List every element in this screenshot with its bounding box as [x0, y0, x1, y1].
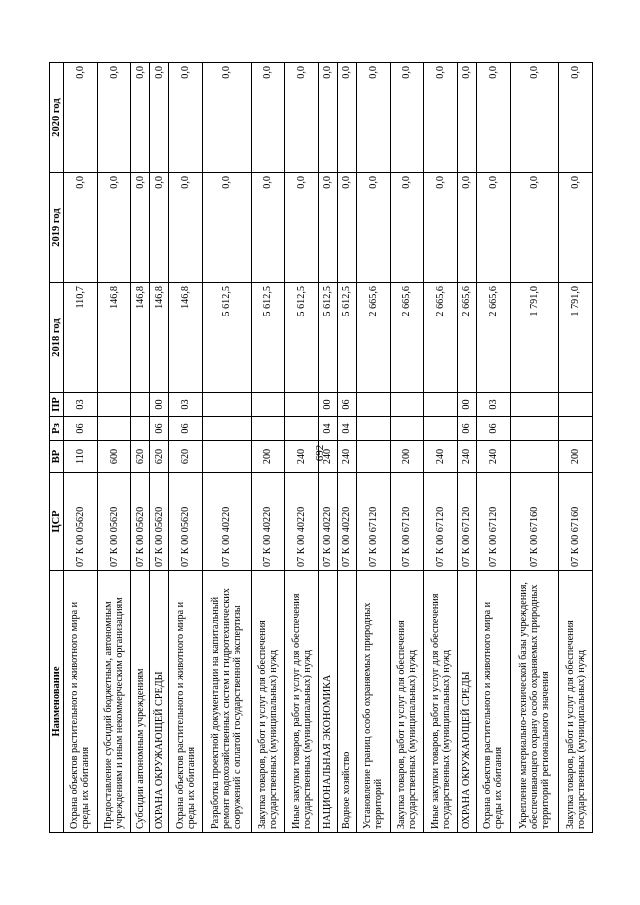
pr-cell [97, 393, 131, 417]
table-row [285, 63, 319, 833]
year-2020-cell: 0,0 [251, 63, 285, 173]
table-row [559, 63, 593, 833]
pr-cell [390, 393, 424, 417]
pr-cell: 00 [150, 393, 169, 417]
page-number: 692 [314, 444, 326, 462]
vr-cell: 240 [476, 441, 510, 473]
pr-cell: 00 [319, 393, 338, 417]
csr-cell: 07 К 00 67120 [356, 473, 390, 571]
pr-cell [251, 393, 285, 417]
year-2018-cell: 146,8 [150, 283, 169, 393]
table-row [251, 63, 285, 833]
pr-cell [559, 393, 593, 417]
table-row [390, 63, 424, 833]
column-header: ВР [50, 441, 64, 473]
name-cell: Водное хозяйство [337, 571, 356, 833]
rz-cell [356, 417, 390, 441]
rz-cell: 06 [169, 417, 203, 441]
year-2018-cell: 2 665,6 [424, 283, 458, 393]
year-2019-cell: 0,0 [424, 173, 458, 283]
rz-cell: 06 [150, 417, 169, 441]
column-header: 2018 год [50, 283, 64, 393]
year-2018-cell: 5 612,5 [285, 283, 319, 393]
rz-cell [510, 417, 559, 441]
table-row [319, 63, 338, 833]
rz-cell: 04 [337, 417, 356, 441]
table-row [131, 63, 150, 833]
year-2019-cell: 0,0 [169, 173, 203, 283]
name-cell: Охрана объектов растительного и животного мира и среды их обитания [64, 571, 98, 833]
vr-cell [202, 441, 251, 473]
column-header: Наименование [50, 571, 64, 833]
year-2018-cell: 5 612,5 [319, 283, 338, 393]
column-header: ПР [50, 393, 64, 417]
pr-cell [510, 393, 559, 417]
table-header-row [50, 63, 64, 833]
rz-cell [285, 417, 319, 441]
name-cell: Иные закупки товаров, работ и услуг для обеспечения государственных (муниципальных) нужд [285, 571, 319, 833]
table-row [64, 63, 98, 833]
year-2020-cell: 0,0 [356, 63, 390, 173]
column-header: Рз [50, 417, 64, 441]
vr-cell: 200 [251, 441, 285, 473]
year-2020-cell: 0,0 [319, 63, 338, 173]
vr-cell: 240 [458, 441, 477, 473]
name-cell: НАЦИОНАЛЬНАЯ ЭКОНОМИКА [319, 571, 338, 833]
name-cell: Установление границ особо охраняемых природных территорий [356, 571, 390, 833]
pr-cell: 06 [337, 393, 356, 417]
year-2020-cell: 0,0 [64, 63, 98, 173]
year-2018-cell: 2 665,6 [390, 283, 424, 393]
name-cell: Укрепление материально-технической базы учреждения, обеспечивающего охрану особо охраняемых природных территорий регионального значения [510, 571, 559, 833]
name-cell: Охрана объектов растительного и животного мира и среды их обитания [169, 571, 203, 833]
year-2019-cell: 0,0 [150, 173, 169, 283]
csr-cell: 07 К 00 40220 [319, 473, 338, 571]
csr-cell: 07 К 00 05620 [64, 473, 98, 571]
pr-cell [285, 393, 319, 417]
table-row [97, 63, 131, 833]
year-2020-cell: 0,0 [285, 63, 319, 173]
table-row [458, 63, 477, 833]
name-cell: ОХРАНА ОКРУЖАЮЩЕЙ СРЕДЫ [150, 571, 169, 833]
name-cell: Иные закупки товаров, работ и услуг для обеспечения государственных (муниципальных) нужд [424, 571, 458, 833]
csr-cell: 07 К 00 67160 [510, 473, 559, 571]
year-2019-cell: 0,0 [285, 173, 319, 283]
vr-cell: 240 [337, 441, 356, 473]
year-2020-cell: 0,0 [169, 63, 203, 173]
name-cell: Субсидии автономным учреждениям [131, 571, 150, 833]
rz-cell: 06 [64, 417, 98, 441]
year-2018-cell: 5 612,5 [202, 283, 251, 393]
pr-cell: 00 [458, 393, 477, 417]
pr-cell: 03 [169, 393, 203, 417]
name-cell: Закупка товаров, работ и услуг для обеспечения государственных (муниципальных) нужд [559, 571, 593, 833]
csr-cell: 07 К 00 67120 [424, 473, 458, 571]
year-2019-cell: 0,0 [510, 173, 559, 283]
table-row [356, 63, 390, 833]
year-2020-cell: 0,0 [337, 63, 356, 173]
vr-cell [356, 441, 390, 473]
pr-cell [356, 393, 390, 417]
year-2020-cell: 0,0 [150, 63, 169, 173]
rz-cell [559, 417, 593, 441]
column-header: 2019 год [50, 173, 64, 283]
vr-cell: 110 [64, 441, 98, 473]
vr-cell: 600 [97, 441, 131, 473]
rz-cell [131, 417, 150, 441]
vr-cell [510, 441, 559, 473]
year-2019-cell: 0,0 [131, 173, 150, 283]
year-2020-cell: 0,0 [131, 63, 150, 173]
year-2019-cell: 0,0 [337, 173, 356, 283]
csr-cell: 07 К 00 05620 [150, 473, 169, 571]
csr-cell: 07 К 00 05620 [131, 473, 150, 571]
csr-cell: 07 К 00 67120 [476, 473, 510, 571]
year-2019-cell: 0,0 [64, 173, 98, 283]
table-row [424, 63, 458, 833]
table-row [150, 63, 169, 833]
name-cell: Закупка товаров, работ и услуг для обеспечения государственных (муниципальных) нужд [251, 571, 285, 833]
csr-cell: 07 К 00 40220 [202, 473, 251, 571]
year-2019-cell: 0,0 [202, 173, 251, 283]
year-2019-cell: 0,0 [319, 173, 338, 283]
csr-cell: 07 К 00 67160 [559, 473, 593, 571]
table-row [202, 63, 251, 833]
vr-cell: 200 [559, 441, 593, 473]
year-2020-cell: 0,0 [424, 63, 458, 173]
year-2019-cell: 0,0 [458, 173, 477, 283]
vr-cell: 620 [131, 441, 150, 473]
year-2018-cell: 1 791,0 [559, 283, 593, 393]
rz-cell: 06 [476, 417, 510, 441]
year-2018-cell: 2 665,6 [458, 283, 477, 393]
csr-cell: 07 К 00 40220 [337, 473, 356, 571]
rz-cell: 04 [319, 417, 338, 441]
year-2019-cell: 0,0 [476, 173, 510, 283]
year-2018-cell: 5 612,5 [251, 283, 285, 393]
year-2019-cell: 0,0 [251, 173, 285, 283]
csr-cell: 07 К 00 67120 [458, 473, 477, 571]
rz-cell [424, 417, 458, 441]
year-2018-cell: 2 665,6 [356, 283, 390, 393]
pr-cell [424, 393, 458, 417]
pr-cell [202, 393, 251, 417]
csr-cell: 07 К 00 40220 [285, 473, 319, 571]
rz-cell [251, 417, 285, 441]
vr-cell: 200 [390, 441, 424, 473]
rz-cell [97, 417, 131, 441]
pr-cell: 03 [476, 393, 510, 417]
pr-cell [131, 393, 150, 417]
name-cell: Разработка проектной документации на капитальный ремонт водохозяйственных систем и гидротехнических сооружений с оплатой государственной экспертизы [202, 571, 251, 833]
year-2018-cell: 146,8 [131, 283, 150, 393]
table-row [337, 63, 356, 833]
budget-table [49, 62, 593, 833]
rotated-table-container [49, 63, 593, 833]
csr-cell: 07 К 00 67120 [390, 473, 424, 571]
year-2020-cell: 0,0 [559, 63, 593, 173]
year-2018-cell: 1 791,0 [510, 283, 559, 393]
year-2018-cell: 2 665,6 [476, 283, 510, 393]
vr-cell: 240 [285, 441, 319, 473]
vr-cell: 240 [424, 441, 458, 473]
year-2018-cell: 146,8 [97, 283, 131, 393]
vr-cell: 620 [169, 441, 203, 473]
column-header: 2020 год [50, 63, 64, 173]
csr-cell: 07 К 00 40220 [251, 473, 285, 571]
table-row [510, 63, 559, 833]
rz-cell: 06 [458, 417, 477, 441]
csr-cell: 07 К 00 05620 [169, 473, 203, 571]
table-row [169, 63, 203, 833]
year-2020-cell: 0,0 [390, 63, 424, 173]
name-cell: Закупка товаров, работ и услуг для обеспечения государственных (муниципальных) нужд [390, 571, 424, 833]
csr-cell: 07 К 00 05620 [97, 473, 131, 571]
year-2019-cell: 0,0 [390, 173, 424, 283]
year-2019-cell: 0,0 [356, 173, 390, 283]
year-2020-cell: 0,0 [510, 63, 559, 173]
year-2018-cell: 5 612,5 [337, 283, 356, 393]
year-2018-cell: 110,7 [64, 283, 98, 393]
name-cell: Охрана объектов растительного и животного мира и среды их обитания [476, 571, 510, 833]
name-cell: Предоставление субсидий бюджетным, автономным учреждениям и иным некоммерческим организациям [97, 571, 131, 833]
year-2020-cell: 0,0 [97, 63, 131, 173]
year-2020-cell: 0,0 [458, 63, 477, 173]
table-body [64, 63, 593, 833]
rz-cell [390, 417, 424, 441]
vr-cell: 240 [319, 441, 338, 473]
rz-cell [202, 417, 251, 441]
pr-cell: 03 [64, 393, 98, 417]
year-2018-cell: 146,8 [169, 283, 203, 393]
vr-cell: 620 [150, 441, 169, 473]
year-2019-cell: 0,0 [559, 173, 593, 283]
year-2020-cell: 0,0 [476, 63, 510, 173]
name-cell: ОХРАНА ОКРУЖАЮЩЕЙ СРЕДЫ [458, 571, 477, 833]
table-row [476, 63, 510, 833]
year-2019-cell: 0,0 [97, 173, 131, 283]
column-header: ЦСР [50, 473, 64, 571]
year-2020-cell: 0,0 [202, 63, 251, 173]
